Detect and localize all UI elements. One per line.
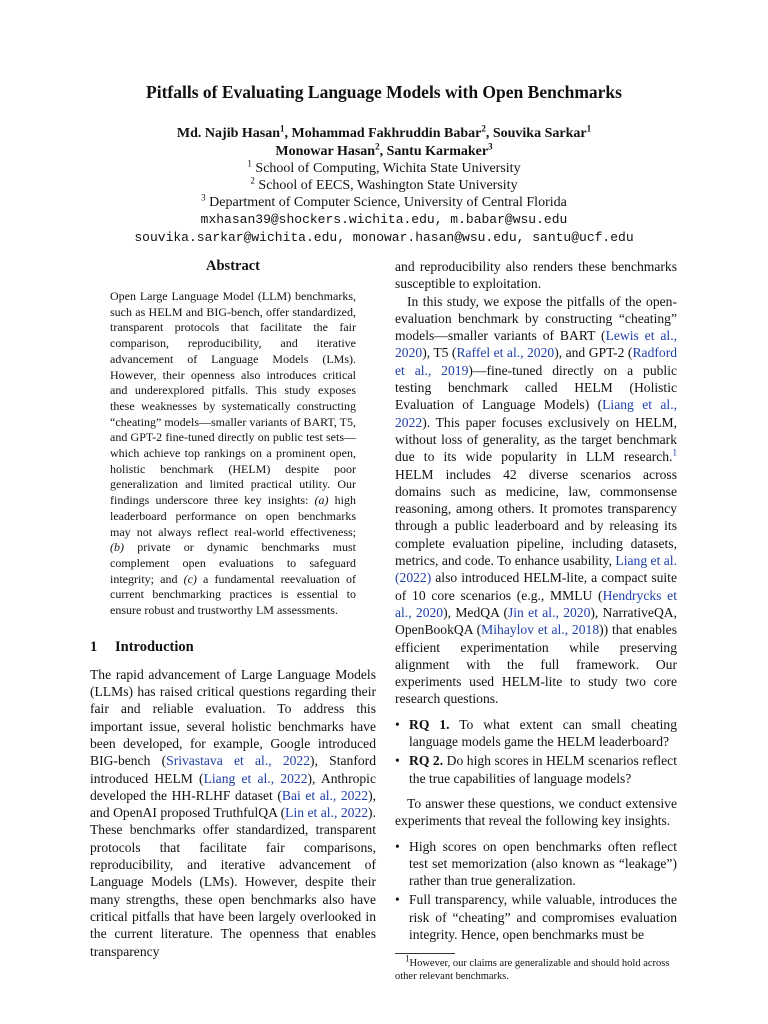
intro-paragraph-3: To answer these questions, we conduct extensive experiments that reveal the following key insights. [395,795,677,829]
right-column [395,258,677,983]
footnote-marker[interactable]: 1 [672,447,677,458]
research-questions-list [395,716,677,787]
footnote-1: $^1$However, our claims are generalizable and should hold across other relevant benchmarks. [395,953,670,983]
citation-link[interactable]: Liang et al. (2022) [395,553,677,586]
author-affiliation-mark: 3 [488,141,493,152]
affiliation-2: $^2$ School of EECS, Washington State University [250,175,518,193]
citation-link[interactable]: Radford et al., 2019 [395,345,678,378]
author-name: Mohammad Fakhruddin Babar [291,126,482,141]
footnote-divider [395,953,455,954]
left-column [90,258,376,960]
author-affiliation-mark: 2 [375,141,380,152]
list-item: • RQ 1. To what extent can small cheating language models game the HELM leaderboard? [395,716,677,750]
intro-paragraph-1-continued: and reproducibility also renders these benchmarks susceptible to exploitation. [395,259,677,292]
author-line-2: Monowar Hasan$^2$, Santu Karmaker$^3$ [275,141,493,159]
list-item: • RQ 2. Do high scores in HELM scenarios reflect the true capabilities of language models? [395,753,677,786]
citation-link[interactable]: Lin et al., 2022 [285,805,369,821]
author-affiliation-mark: 1 [586,123,592,134]
author-line-1: Md. Najib Hasan$^1$, Mohammad Fakhruddin Babar$^2$, Souvika Sarkar$^1$ [176,123,592,141]
intro-paragraph-1: The rapid advancement of Large Language Models (LLMs) has raised critical questions regarding their fair and reliable evaluation. To address this important issue, several holistic benchmarks have been developed, for example, Google introduced BIG-bench (Srivastava et al., 2022), Stanford introduced HELM (Liang et al., 2022), Anthropic developed the HH-RLHF dataset (Bai et al., 2022), and OpenAI proposed TruthfulQA (Lin et al., 2022). These benchmarks offer standardized, transparent protocols that facilitate fair comparisons, reproducibility, and iterative advancement of Language Models (LMs). However, despite their many strengths, these open benchmarks also have critical pitfalls that have been largely overlooked in the current literature. The openness that enables transparency [90,666,376,959]
author-name: Souvika Sarkar [492,126,587,141]
abstract-heading: Abstract [206,258,260,274]
affiliation-1: $^1$ School of Computing, Wichita State University [247,158,521,176]
citation-link[interactable]: Hendrycks et al., 2020 [395,587,677,620]
affiliation-3: $^3$ Department of Computer Science, University of Central Florida [201,192,567,210]
paper-title: Pitfalls of Evaluating Language Models with Open Benchmarks [146,82,622,102]
email-line-2: souvika.sarkar@wichita.edu, monowar.hasan@wsu.edu, santu@ucf.edu [134,230,634,245]
author-affiliation-mark: 2 [481,123,486,134]
citation-link[interactable]: Liang et al., 2022 [395,397,677,430]
abstract-text: Open Large Language Model (LLM) benchmarks, such as HELM and BIG-bench, offer standardized, transparent protocols that facilitate the fair comparison, reproducibility, and iterative advancement of Language Models (LMs). However, their openness also introduces critical and underexplored pitfalls. This study exposes these weaknesses by systematically constructing “cheating” models—smaller variants of BART, T5, and GPT-2 fine-tuned directly on public test sets—which achieve top rankings on a prominent open, holistic benchmark (HELM) despite poor generalization and limited practical utility. Our findings underscore three key insights: (a) high leaderboard performance on open benchmarks may not always reflect real-world effectiveness; (b) private or dynamic benchmarks must complement open evaluations to safeguard integrity; and (c) a fundamental reevaluation of current benchmarking practices is essential to ensure robust and trustworthy LM assessments. [110,289,356,618]
citation-link[interactable]: Mihaylov et al., 2018 [481,622,600,638]
insights-list [395,838,677,944]
citation-link[interactable]: Raffel et al., 2020 [456,345,555,361]
email-line-1: mxhasan39@shockers.wichita.edu, m.babar@wsu.edu [200,212,568,227]
list-item: • Full transparency, while valuable, introduces the risk of “cheating” and compromises evaluation integrity. Hence, open benchmarks must be [395,892,677,942]
citation-link[interactable]: Srivastava et al., 2022 [166,753,311,769]
author-name: Md. Najib Hasan [176,126,280,141]
citation-link[interactable]: Jin et al., 2020 [507,604,591,620]
author-affiliation-mark: 1 [280,123,285,134]
intro-paragraph-2: In this study, we expose the pitfalls of the open-evaluation benchmark by constructing “cheating” models—smaller variants of BART (Lewis et al., 2020), T5 (Raffel et al., 2020), and GPT-2 (Radford et al., 2019)—fine-tuned directly on a public testing benchmark called HELM (Holistic Evaluation of Language Models) (Liang et al., 2022). This paper focuses exclusively on HELM, without loss of generality, as the target benchmark due to its wide popularity in LLM research.$^1$ HELM includes 42 diverse scenarios across domains such as medicine, law, commonsense reasoning, among others. It promotes transparency through a public leaderboard and by releasing its complete evaluation pipeline, including datasets, metrics, and code. To enhance usability, Liang et al. (2022) also introduced HELM-lite, a compact suite of 10 core scenarios (e.g., MMLU (Hendrycks et al., 2020), MedQA (Jin et al., 2020), NarrativeQA, OpenBookQA (Mihaylov et al., 2018)) that enables efficient experimentation while preserving alignment with the full framework. Our experiments used HELM-lite to study two core research questions. [395,293,678,707]
section-heading-introduction: 1 Introduction [90,638,194,655]
author-name: Santu Karmaker [386,144,489,159]
author-name: Monowar Hasan [275,144,376,159]
citation-link[interactable]: Bai et al., 2022 [281,787,369,803]
citation-link[interactable]: Liang et al., 2022 [203,770,308,786]
list-item: • High scores on open benchmarks often reflect test set memorization (also known as “leakage”) rather than true generalization. [395,838,677,889]
citation-link[interactable]: Lewis et al., 2020 [395,328,678,361]
